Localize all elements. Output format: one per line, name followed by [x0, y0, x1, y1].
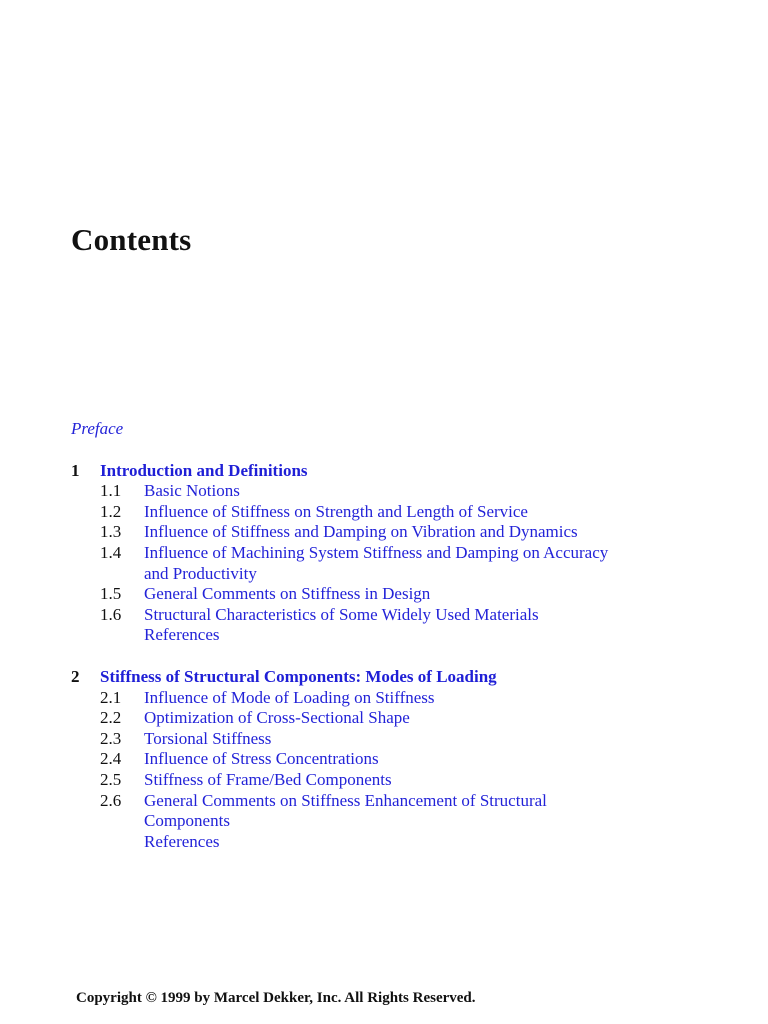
section-number: 2.1: [100, 687, 122, 707]
toc-link-section-1-3[interactable]: Influence of Stiffness and Damping on Vibration and Dynamics: [144, 522, 578, 542]
toc-link-section-2-2[interactable]: Optimization of Cross-Sectional Shape: [144, 708, 410, 728]
toc-section: [71, 481, 631, 502]
section-number: 2.2: [100, 708, 122, 728]
toc-link-section-2-1[interactable]: Influence of Mode of Loading on Stiffness: [144, 687, 435, 707]
section-number: 1.3: [100, 522, 122, 542]
toc-section: [71, 791, 631, 832]
section-number: 2.4: [100, 749, 122, 769]
toc-section: [71, 502, 631, 523]
section-number: 1.4: [100, 542, 122, 562]
toc-link-section-1-5[interactable]: General Comments on Stiffness in Design: [144, 584, 431, 604]
toc-link-section-2-5[interactable]: Stiffness of Frame/Bed Components: [144, 769, 392, 789]
toc-link-references-2[interactable]: References: [144, 831, 220, 851]
toc-section: [71, 770, 631, 791]
chapter-heading: [71, 667, 631, 688]
toc-link-chapter-2[interactable]: Stiffness of Structural Components: Modes of Loading: [100, 666, 497, 686]
toc-section: [71, 708, 631, 729]
toc-link-section-2-6[interactable]: General Comments on Stiffness Enhancement of Structural Components: [144, 790, 547, 831]
section-number: 1.2: [100, 501, 122, 521]
chapter-number: 1: [71, 460, 80, 480]
toc-chapter-2: [71, 667, 631, 852]
section-number: 1.6: [100, 604, 122, 624]
toc-section: [71, 749, 631, 770]
toc-link-section-1-2[interactable]: Influence of Stiffness on Strength and Length of Service: [144, 501, 528, 521]
chapter-heading: [71, 461, 631, 482]
toc-section: [71, 605, 631, 626]
toc-section: [71, 729, 631, 750]
toc-section: [71, 584, 631, 605]
section-number: 2.5: [100, 769, 122, 789]
toc-section: [71, 543, 631, 584]
toc-link-section-1-1[interactable]: Basic Notions: [144, 481, 240, 501]
toc-link-chapter-1[interactable]: Introduction and Definitions: [100, 460, 308, 480]
table-of-contents: [71, 419, 631, 873]
toc-link-section-1-6[interactable]: Structural Characteristics of Some Widely Used Materials: [144, 604, 539, 624]
toc-link-section-2-4[interactable]: Influence of Stress Concentrations: [144, 749, 379, 769]
section-number: 2.6: [100, 790, 122, 810]
toc-link-section-2-3[interactable]: Torsional Stiffness: [144, 728, 272, 748]
toc-section: [71, 688, 631, 709]
section-number: 1.5: [100, 584, 122, 604]
toc-link-preface[interactable]: Preface: [71, 419, 124, 438]
toc-link-section-1-4[interactable]: Influence of Machining System Stiffness and Damping on Accuracy and Productivity: [144, 542, 609, 583]
page-title: Contents: [71, 222, 192, 257]
toc-chapter-1: [71, 461, 631, 646]
section-number: 2.3: [100, 728, 122, 748]
toc-link-references-1[interactable]: References: [144, 625, 220, 645]
section-number: 1.1: [100, 481, 122, 501]
toc-section: [71, 522, 631, 543]
copyright-notice: Copyright © 1999 by Marcel Dekker, Inc. All Rights Reserved.: [76, 990, 476, 1006]
chapter-number: 2: [71, 666, 80, 686]
